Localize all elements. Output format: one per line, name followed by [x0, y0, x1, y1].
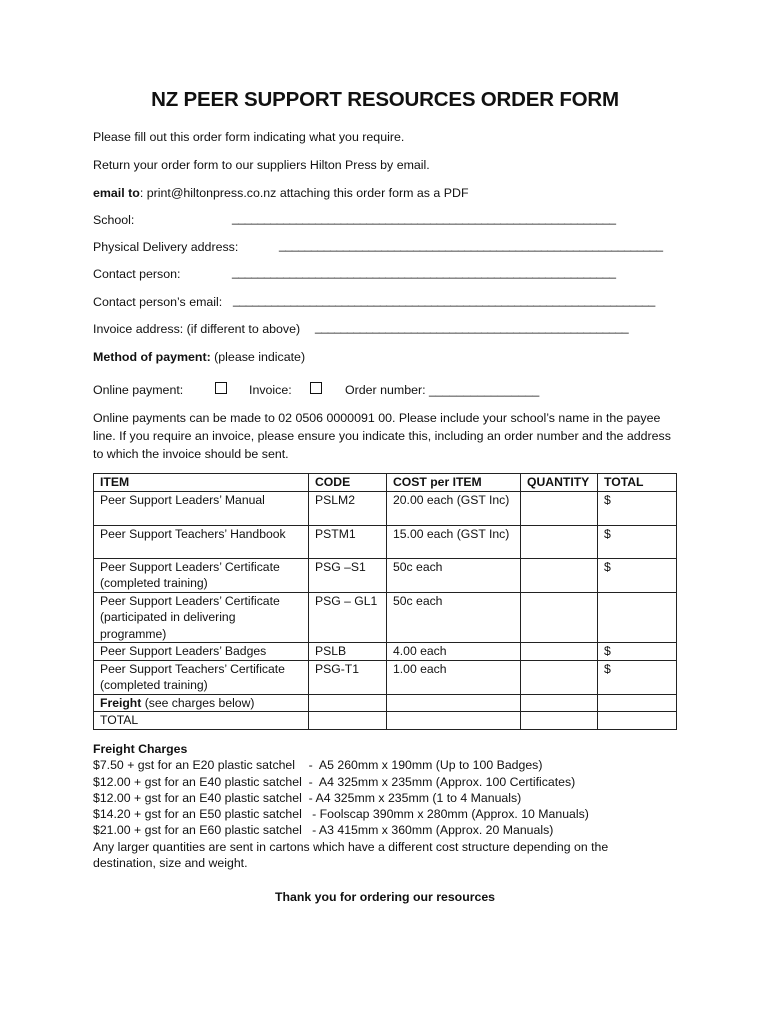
payment-heading-line	[93, 350, 305, 364]
freight-row	[94, 694, 677, 712]
freight-label-cell	[94, 694, 309, 712]
online-payment-label: Online payment:	[93, 383, 184, 397]
cost-cell: 4.00 each	[387, 643, 521, 661]
header-cost: COST per ITEM	[387, 474, 521, 492]
total-cell[interactable]	[598, 694, 677, 712]
code-cell	[309, 694, 387, 712]
total-row	[94, 712, 677, 730]
item-cell: Peer Support Leaders’ Certificate (participated in delivering programme)	[94, 592, 309, 643]
page-title: NZ PEER SUPPORT RESOURCES ORDER FORM	[151, 88, 619, 111]
quantity-cell[interactable]	[521, 558, 598, 592]
contact-person-field[interactable]: ____________________________________________________________	[232, 265, 616, 279]
invoice-address-label: Invoice address: (if different to above)	[93, 322, 301, 336]
cost-cell: 15.00 each (GST Inc)	[387, 525, 521, 558]
school-label: School:	[93, 213, 135, 227]
freight-line: $12.00 + gst for an E40 plastic satchel - A4 325mm x 235mm (1 to 4 Manuals)	[93, 790, 522, 805]
table-row	[94, 491, 677, 525]
header-total: TOTAL	[598, 474, 677, 492]
cost-cell: 50c each	[387, 558, 521, 592]
item-cell: Peer Support Leaders’ Badges	[94, 643, 309, 661]
total-cell[interactable]: $	[598, 558, 677, 592]
code-cell: PSG-T1	[309, 660, 387, 694]
invoice-label: Invoice:	[249, 383, 292, 397]
header-code: CODE	[309, 474, 387, 492]
total-cell[interactable]: $	[598, 491, 677, 525]
total-cell[interactable]: $	[598, 643, 677, 661]
email-text: : print@hiltonpress.co.nz attaching this order form as a PDF	[139, 186, 469, 200]
cost-cell: 50c each	[387, 592, 521, 643]
freight-line: $12.00 + gst for an E40 plastic satchel - A4 325mm x 235mm (Approx. 100 Certificates)	[93, 774, 576, 789]
freight-label: Freight	[100, 695, 142, 710]
intro-line-2: Return your order form to our suppliers Hilton Press by email.	[93, 158, 430, 172]
online-payment-checkbox[interactable]	[215, 382, 227, 394]
table-row	[94, 525, 677, 558]
table-row	[94, 592, 677, 643]
cost-cell: 20.00 each (GST Inc)	[387, 491, 521, 525]
item-cell: Peer Support Leaders’ Manual	[94, 491, 309, 525]
payment-note: Online payments can be made to 02 0506 0000091 00. Please include your school’s name in the payee line. If you require an invoice, please ensure you indicate this, including an order number and the address to which the invoice should be sent.	[93, 411, 671, 461]
total-cell[interactable]: $	[598, 525, 677, 558]
quantity-cell[interactable]	[521, 491, 598, 525]
freight-heading: Freight Charges	[93, 742, 188, 756]
email-line	[93, 186, 469, 200]
intro-line-1: Please fill out this order form indicating what you require.	[93, 130, 405, 144]
header-quantity: QUANTITY	[521, 474, 598, 492]
payment-heading-note: (please indicate)	[210, 350, 306, 364]
contact-email-label: Contact person’s email:	[93, 295, 223, 309]
total-cell[interactable]: $	[598, 660, 677, 694]
freight-line: $14.20 + gst for an E50 plastic satchel - Foolscap 390mm x 280mm (Approx. 10 Manuals)	[93, 807, 589, 822]
total-label: TOTAL	[94, 712, 309, 730]
quantity-cell[interactable]	[521, 592, 598, 643]
cost-cell: 1.00 each	[387, 660, 521, 694]
quantity-cell[interactable]	[521, 694, 598, 712]
cost-cell	[387, 694, 521, 712]
quantity-cell[interactable]	[521, 712, 598, 730]
freight-footer: Any larger quantities are sent in cartons which have a different cost structure depending on the destination, size and weight.	[93, 839, 609, 871]
invoice-checkbox[interactable]	[310, 382, 322, 394]
physical-address-label: Physical Delivery address:	[93, 240, 239, 254]
order-table	[93, 473, 677, 730]
physical-address-field[interactable]: ____________________________________________________________	[279, 238, 663, 252]
payment-heading: Method of payment:	[93, 350, 211, 364]
code-cell: PSTM1	[309, 525, 387, 558]
order-number-field[interactable]: Order number: ________________	[345, 383, 540, 397]
table-header-row	[94, 474, 677, 492]
quantity-cell[interactable]	[521, 660, 598, 694]
item-cell: Peer Support Teachers’ Certificate (completed training)	[94, 660, 309, 694]
school-field[interactable]: ____________________________________________________________	[232, 211, 616, 225]
cost-cell	[387, 712, 521, 730]
item-cell: Peer Support Leaders’ Certificate (completed training)	[94, 558, 309, 592]
quantity-cell[interactable]	[521, 525, 598, 558]
code-cell: PSG –S1	[309, 558, 387, 592]
code-cell	[309, 712, 387, 730]
freight-line: $21.00 + gst for an E60 plastic satchel - A3 415mm x 360mm (Approx. 20 Manuals)	[93, 823, 554, 838]
item-cell: Peer Support Teachers’ Handbook	[94, 525, 309, 558]
freight-note: (see charges below)	[141, 695, 255, 710]
invoice-address-field[interactable]: _________________________________________________	[315, 320, 629, 334]
freight-charges	[93, 741, 693, 871]
table-row	[94, 558, 677, 592]
header-item: ITEM	[94, 474, 309, 492]
total-cell[interactable]	[598, 592, 677, 643]
code-cell: PSLM2	[309, 491, 387, 525]
quantity-cell[interactable]	[521, 643, 598, 661]
contact-person-label: Contact person:	[93, 267, 181, 281]
code-cell: PSLB	[309, 643, 387, 661]
email-label: email to	[93, 186, 140, 200]
table-row	[94, 660, 677, 694]
freight-line: $7.50 + gst for an E20 plastic satchel - A5 260mm x 190mm (Up to 100 Badges)	[93, 758, 543, 773]
total-cell[interactable]	[598, 712, 677, 730]
thank-you-note: Thank you for ordering our resources	[274, 890, 496, 904]
table-row	[94, 643, 677, 661]
contact-email-field[interactable]: __________________________________________________________________	[233, 293, 655, 307]
code-cell: PSG – GL1	[309, 592, 387, 643]
